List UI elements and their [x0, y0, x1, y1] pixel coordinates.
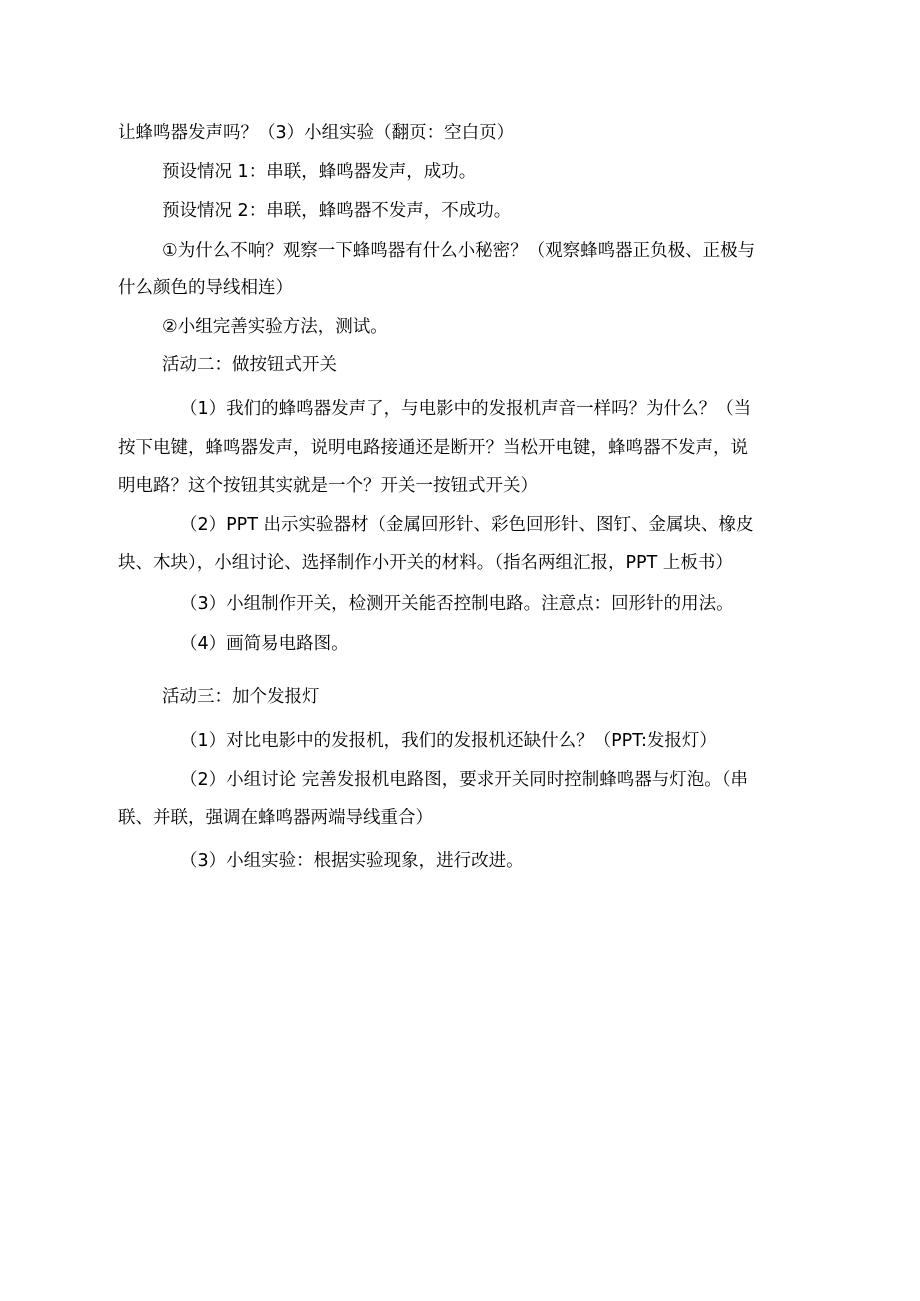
text-line: 按下电键，蜂鸣器发声，说明电路接通还是断开？当松开电键，蜂鸣器不发声，说: [118, 438, 748, 458]
text-line: 预设情况 1：串联，蜂鸣器发声，成功。: [162, 162, 477, 182]
text-line: （1）我们的蜂鸣器发声了，与电影中的发报机声音一样吗？为什么？（当: [180, 399, 752, 419]
text-line: （2）PPT 出示实验器材（金属回形针、彩色回形针、图钉、金属块、橡皮: [180, 515, 754, 535]
text-line: （2）小组讨论 完善发报机电路图，要求开关同时控制蜂鸣器与灯泡。（串: [180, 770, 748, 790]
text-line: ①为什么不响？观察一下蜂鸣器有什么小秘密？（观察蜂鸣器正负极、正极与: [162, 241, 756, 261]
text-line: （4）画简易电路图。: [180, 634, 349, 654]
text-line: 联、并联，强调在蜂鸣器两端导线重合）: [118, 808, 433, 828]
text-line: （3）小组实验：根据实验现象，进行改进。: [180, 851, 524, 871]
text-line: 预设情况 2：串联，蜂鸣器不发声，不成功。: [162, 201, 512, 221]
text-line: 块、木块），小组讨论、选择制作小开关的材料。（指名两组汇报，PPT 上板书）: [118, 553, 733, 573]
text-line: 明电路？这个按钮其实就是一个？开关一按钮式开关）: [118, 476, 538, 496]
text-line: （1）对比电影中的发报机，我们的发报机还缺什么？（PPT:发报灯）: [180, 731, 717, 751]
text-line: （3）小组制作开关，检测开关能否控制电路。注意点：回形针的用法。: [180, 594, 734, 614]
text-line: 什么颜色的导线相连）: [118, 278, 293, 298]
section-heading: 活动二：做按钮式开关: [162, 355, 337, 375]
text-line: 让蜂鸣器发声吗？（3）小组实验（翻页：空白页）: [118, 123, 515, 143]
text-line: ②小组完善实验方法，测试。: [162, 317, 388, 337]
section-heading: 活动三：加个发报灯: [162, 687, 320, 707]
